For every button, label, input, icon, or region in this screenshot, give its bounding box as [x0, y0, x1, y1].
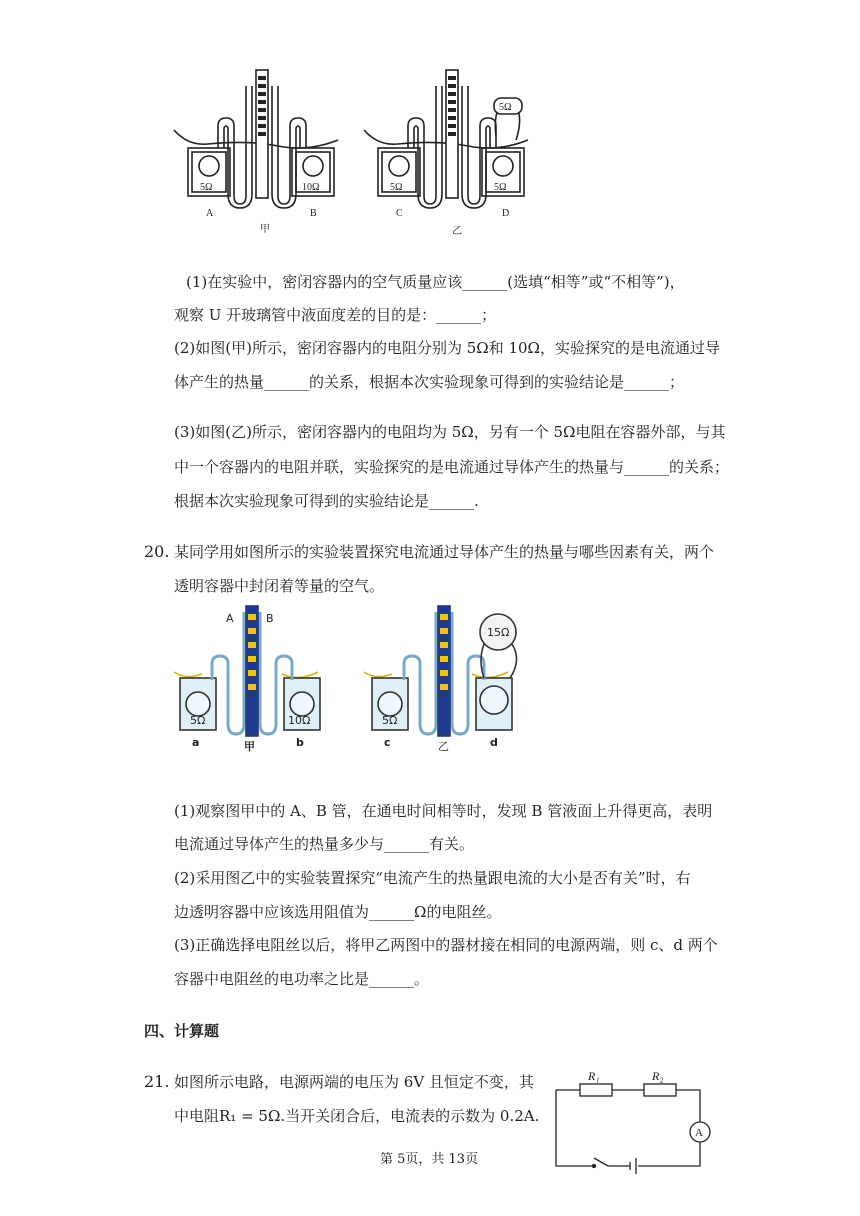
page-footer: 第 5页，共 13页 [380, 1152, 479, 1167]
q20-part1-line2: 电流通过导体产生的热量多少与______有关。 [174, 835, 475, 853]
label-B: B [310, 208, 317, 219]
resistor-b-label: 10Ω [302, 182, 320, 193]
q20-part2-line1: (2)采用图乙中的实验装置探究“电流产生的热量跟电流的大小是否有关”时，右 [174, 869, 691, 887]
q20-part3-line2: 容器中电阻丝的电功率之比是______。 [174, 970, 430, 988]
section-heading: 四、计算题 [144, 1022, 220, 1040]
q21-line2: 中电阻R₁ = 5Ω.当开关闭合后，电流表的示数为 0.2A. [174, 1107, 540, 1125]
resistor-15-label: 15Ω [487, 626, 510, 639]
label-jia: 甲 [260, 224, 270, 235]
label-a: a [192, 736, 200, 749]
q20-number: 20. [144, 542, 170, 561]
q19-part1-line2: 观察 U 开玻璃管中液面度差的目的是：______； [174, 306, 497, 324]
resistor-c-label: 5Ω [390, 182, 403, 193]
label-D: D [502, 208, 510, 219]
q19-part1-line1: (1)在实验中，密闭容器内的空气质量应该______(选填“相等”或“不相等”)， [186, 273, 685, 291]
label-c: c [384, 736, 391, 749]
q21-number: 21. [144, 1072, 170, 1091]
res-a-label: 5Ω [190, 714, 206, 727]
figure-19-apparatus [168, 66, 548, 246]
tube-B-label: B [266, 612, 274, 625]
q19-part2-line2: 体产生的热量______的关系，根据本次实验现象可得到的实验结论是______； [174, 373, 685, 391]
label-A: A [206, 208, 214, 219]
r2-label: R₂ [652, 1069, 664, 1083]
resistor-a-label: 5Ω [200, 182, 213, 193]
r1-label: R₁ [588, 1069, 600, 1083]
q19-part2-line1: (2)如图(甲)所示，密闭容器内的电阻分别为 5Ω和 10Ω，实验探究的是电流通过导 [174, 339, 720, 357]
q20-part1-line1: (1)观察图甲中的 A、B 管，在通电时间相等时，发现 B 管液面上升得更高，表明 [174, 802, 713, 820]
q20-stem-line1: 某同学用如图所示的实验装置探究电流通过导体产生的热量与哪些因素有关，两个 [174, 543, 715, 561]
q19-part3-line1: (3)如图(乙)所示，密闭容器内的电阻均为 5Ω，另有一个 5Ω电阻在容器外部，与其 [174, 423, 726, 441]
tube-A-label: A [226, 612, 234, 625]
label-b: b [296, 736, 304, 749]
figure-20-apparatus [172, 600, 532, 756]
label-yi: 乙 [452, 226, 462, 237]
resistor-ext-label: 5Ω [499, 102, 512, 113]
q21-circuit-diagram [550, 1064, 720, 1174]
label-jia-20: 甲 [244, 740, 255, 753]
label-C: C [396, 208, 403, 219]
resistor-d-label: 5Ω [494, 182, 507, 193]
q19-part3-line2: 中一个容器内的电阻并联，实验探究的是电流通过导体产生的热量与______的关系； [174, 458, 730, 476]
q20-stem-line2: 透明容器中封闭着等量的空气。 [174, 577, 385, 595]
q21-line1: 如图所示电路，电源两端的电压为 6V 且恒定不变，其 [174, 1073, 534, 1091]
q19-part3-line3: 根据本次实验现象可得到的实验结论是______. [174, 492, 479, 510]
label-d: d [490, 736, 498, 749]
q20-part2-line2: 边透明容器中应该选用阻值为______Ω的电阻丝。 [174, 903, 502, 921]
res-b-label: 10Ω [288, 714, 311, 727]
label-yi-20: 乙 [438, 740, 449, 753]
res-c-label: 5Ω [382, 714, 398, 727]
q20-part3-line1: (3)正确选择电阻丝以后，将甲乙两图中的器材接在相同的电源两端，则 c、d 两个 [174, 936, 718, 954]
ammeter-label: A [695, 1127, 703, 1139]
